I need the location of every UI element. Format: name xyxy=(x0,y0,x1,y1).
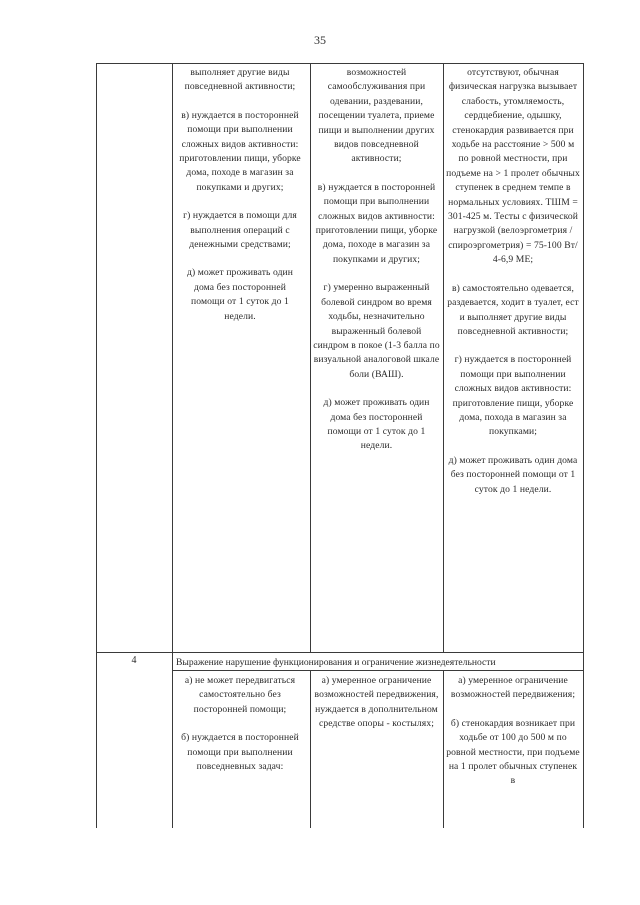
row4-col3-item: а) умеренное ограничение возможностей передвижения, нуждается в дополнительном средстве опоры - костылях; xyxy=(314,675,439,730)
table-right-border xyxy=(583,63,584,828)
row4-col2-item: б) нуждается в посторонней помощи при выполнении повседневных задач: xyxy=(181,732,299,773)
row3-col2-item: в) нуждается в посторонней помощи при выполнении сложных видов активности: приготовлении пищи, уборке дома, походе в магазин за покупками и других; xyxy=(179,109,301,193)
row3-col3-cell xyxy=(313,66,440,454)
page-number: 35 xyxy=(314,33,326,47)
row4-section-heading: Выражение нарушение функционирования и ограничение жизнедеятельности xyxy=(176,657,496,668)
row3-col3-item: возможностей самообслуживания при одевании, раздевании, посещении туалета, приеме пищи и выполнении других видов повседневной активности; xyxy=(318,67,435,165)
row4-heading-divider xyxy=(172,670,583,671)
row3-col4-item: г) нуждается в посторонней помощи при выполнении сложных видов активности: приготовление пищи, уборке дома, похода в магазин за покупками; xyxy=(452,354,574,438)
column-divider-3b xyxy=(443,670,444,828)
row4-top-border xyxy=(96,652,583,653)
table-left-border xyxy=(96,63,97,828)
row4-col2-cell xyxy=(178,674,302,774)
row3-col4-item: отсутствуют, обычная физическая нагрузка вызывает слабость, утомляемость, сердцебиение, одышку, стенокардия развивается при ходьбе на расстояние > 500 м по ровной местности, при подъеме на > 1 пролет обычных ступенек в среднем темпе в нормальных условиях. ТШМ = 301-425 м. Тесты с физической нагрузкой (велоэргометрия /спироэргометрия) = 75-100 Вт/ 4-6,9 МЕ; xyxy=(446,67,580,266)
row3-col4-cell xyxy=(446,66,580,497)
row3-col3-item: в) нуждается в посторонней помощи при выполнении сложных видов активности: приготовлении пищи, уборке дома, походе в магазин за покупками и других; xyxy=(315,181,438,265)
table-top-border xyxy=(96,63,583,64)
column-divider-2b xyxy=(310,670,311,828)
row4-col4-item: а) умеренное ограничение возможностей передвижения; xyxy=(450,675,576,701)
row3-col2-item: выполняет другие виды повседневной активности; xyxy=(184,67,296,93)
row4-col3-cell xyxy=(313,674,440,732)
column-divider-3 xyxy=(443,63,444,652)
column-divider-2 xyxy=(310,63,311,652)
row3-col4-item: д) может проживать один дома без посторонней помощи от 1 суток до 1 недели. xyxy=(448,454,578,495)
row3-col4-item: в) самостоятельно одевается, раздевается, ходит в туалет, ест и выполняет другие виды повседневной активности; xyxy=(447,282,579,337)
row4-col4-cell xyxy=(446,674,580,789)
row3-col3-item: д) может проживать один дома без посторонней помощи от 1 суток до 1 недели. xyxy=(323,397,430,452)
row3-col3-item: г) умеренно выраженный болевой синдром во время ходьбы, незначительно выраженный болевой синдром в покое (1-3 балла по визуальной аналоговой шкале боли (ВАШ). xyxy=(313,282,440,380)
column-divider-1 xyxy=(172,63,173,828)
row4-number: 4 xyxy=(131,655,137,666)
row3-col2-cell xyxy=(178,66,302,324)
row3-col2-item: д) может проживать один дома без посторонней помощи от 1 суток до 1 недели. xyxy=(186,267,294,322)
row3-col2-item: г) нуждается в помощи для выполнения операций с денежными средствами; xyxy=(183,210,297,251)
row4-col2-item: а) не может передвигаться самостоятельно без посторонней помощи; xyxy=(184,675,296,715)
row4-col4-item: б) стенокардия возникает при ходьбе от 100 до 500 м по ровной местности, при подъеме на 1 пролет обычных ступенек в xyxy=(446,717,580,787)
